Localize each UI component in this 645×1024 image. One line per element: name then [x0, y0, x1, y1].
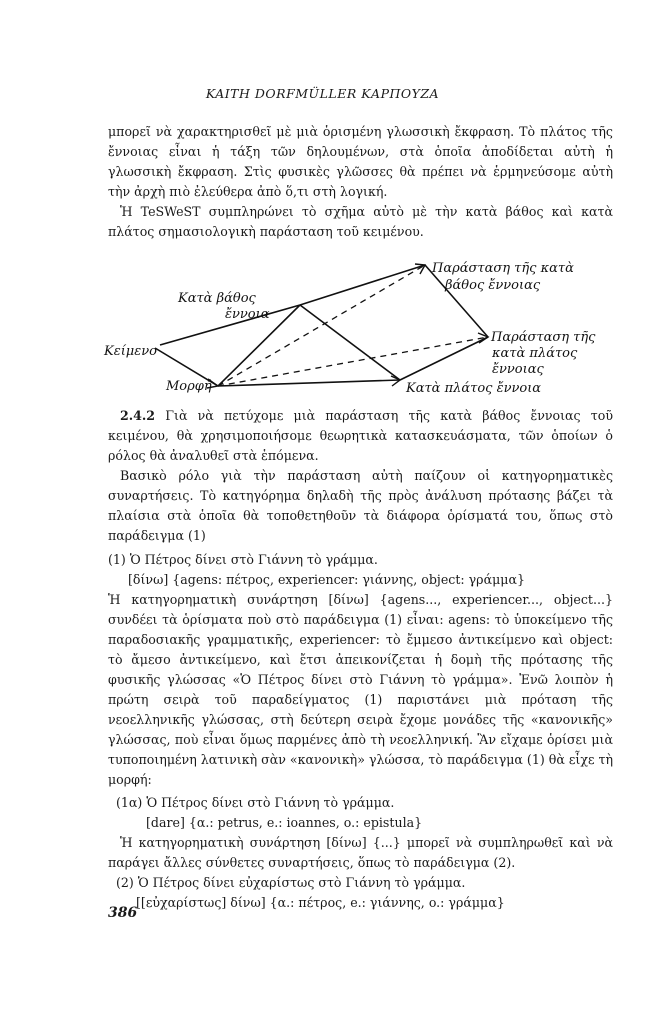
section-2-4-2 [108, 406, 613, 913]
label-right-line3: ἔννοιας [492, 362, 544, 377]
arrowhead-top [415, 264, 425, 274]
paragraph-1 [108, 122, 613, 242]
example-2 [108, 873, 613, 913]
paragraph-5-text: Ἡ κατηγορηματικὴ συνάρτηση [δίνω] {...} μπορεῖ νὰ συμπληρωθεῖ καὶ νὰ παράγει ἄλλες σύνθετες συναρτήσεις, ὅπως τὸ παράδειγμα (2). [108, 835, 613, 870]
paragraph-3-text: Βασικὸ ρόλο γιὰ τὴν παράσταση αὐτὴ παίζουν οἱ κατηγορηματικὲς συναρτήσεις. Τὸ κατηγόρημα δηλαδὴ τῆς πρὸς ἀνάλυση πρότασης βάζει τὰ πλαίσια στὰ ὁποῖα θὰ τοποθετηθοῦν τὰ διάφορα ὁρίσματά του, ὅπως στὸ παράδειγμα (1) [108, 468, 613, 543]
label-text: Κείμενο [104, 344, 157, 359]
example-1-line: (1) Ὁ Πέτρος δίνει στὸ Γιάννη τὸ γράμμα. [108, 552, 378, 567]
example-2-line: (2) Ὁ Πέτρος δίνει εὐχαρίστως στὸ Γιάννη τὸ γράμμα. [116, 875, 466, 890]
label-width-concept: Κατὰ πλάτος ἔννοια [406, 381, 542, 396]
label-right-line1: Παράσταση τῆς [491, 330, 596, 345]
example-1a-sub: [dare] {α.: petrus, e.: ioannes, o.: epistula} [146, 815, 423, 830]
label-right-line2: κατὰ πλάτος [492, 346, 578, 361]
example-1-sub: [δίνω] {agens: πέτρος, experiencer: γιάννης, object: γράμμα} [128, 572, 525, 587]
edge-apex-to-bottom [300, 305, 400, 380]
semantic-representation-diagram [0, 250, 645, 400]
example-1a [108, 793, 613, 833]
running-header: KAITH DORFMÜLLER ΚΑΡΠΟΥΖΑ [205, 86, 440, 101]
paragraph-4-text: Ἡ κατηγορηματικὴ συνάρτηση [δίνω] {agens..., experiencer..., object...} συνδέει τὰ ὁρίσματα ποὺ στὸ παράδειγμα (1) εἶναι: agens: τὸ ὑποκείμενο τῆς παραδοσιακῆς γραμματικῆς, experiencer: τὸ ἔμμεσο ἀντικείμενο καὶ object: τὸ ἄμεσο ἀντικείμενο, καὶ ἔτσι ἀπεικονίζεται ἡ δομὴ τῆς πρότασης τῆς φυσικῆς γλώσσας «Ὁ Πέτρος δίνει στὸ Γιάννη τὸ γράμμα». Ἐνῶ λοιπὸν ἡ πρώτη σειρὰ τοῦ παραδείγματος (1) παριστάνει μιὰ πρόταση τῆς νεοελληνικῆς γλώσσας, στὴ δεύτερη σειρὰ ἔχομε μονάδες τῆς «κανονικῆς» γλώσσας, ποὺ εἶναι ὅμως παρμένες ἀπὸ τὴ νεοελληνική. Ἂν εἴχαμε ὁρίσει μιὰ τυποποιημένη λατινικὴ σὰν «κανονικὴ» γλώσσα, τὸ παράδειγμα (1) θὰ εἶχε τὴ μορφή: [108, 592, 613, 787]
dashed-form-to-top [218, 265, 425, 386]
edge-apex-to-top [300, 265, 425, 305]
example-1a-line: (1α) Ὁ Πέτρος δίνει στὸ Γιάννη τὸ γράμμα. [116, 795, 395, 810]
page-number: 386 [108, 905, 138, 921]
section-text: Γιὰ νὰ πετύχομε μιὰ παράσταση τῆς κατὰ βάθος ἔννοιας τοῦ κειμένου, θὰ χρησιμοποιήσομε θεωρητικὰ κατασκευάσματα, τῶν ὁποίων ὁ ρόλος θὰ ἀναλυθεῖ στὰ ἑπόμενα. [108, 408, 613, 463]
label-depth-concept-line1: Κατὰ βάθος [178, 291, 256, 306]
paragraph-1-text: μπορεῖ νὰ χαρακτηρισθεῖ μὲ μιὰ ὁρισμένη γλωσσικὴ ἔκφραση. Τὸ πλάτος τῆς ἔννοιας εἶναι ἡ τάξη τῶν δηλουμένων, στὰ ὁποῖα ἀποδίδεται αὐτὴ ἡ γλωσσικὴ ἔκφραση. Στὶς φυσικὲς γλῶσσες θὰ πρέπει νὰ ἑρμηνεύσομε αὐτὴ τὴν ἀρχὴ πιὸ ἐλεύθερα ἀπὸ ὅ,τι στὴ λογική. [108, 124, 613, 199]
section-paragraph [108, 406, 613, 466]
label-top-right-line1: Παράσταση τῆς κατὰ [432, 261, 574, 276]
label-form: Μορφή [166, 379, 212, 394]
edge-bottom-to-right [400, 337, 488, 380]
label-top-right-line2: βάθος ἔννοιας [445, 278, 541, 293]
paragraph-2-text: Ἡ TeSWeST συμπληρώνει τὸ σχῆμα αὐτὸ μὲ τὴν κατὰ βάθος καὶ κατὰ πλάτος σημασιολογικὴ παράσταση τοῦ κειμένου. [108, 204, 613, 239]
section-number: 2.4.2 [120, 408, 156, 423]
example-2-sub: [[εὐχαρίστως] δίνω] {α.: πέτρος, e.: γιάννης, o.: γράμμα} [136, 895, 505, 910]
label-depth-concept-line2: ἔννοια [225, 307, 270, 322]
example-1 [108, 550, 613, 590]
